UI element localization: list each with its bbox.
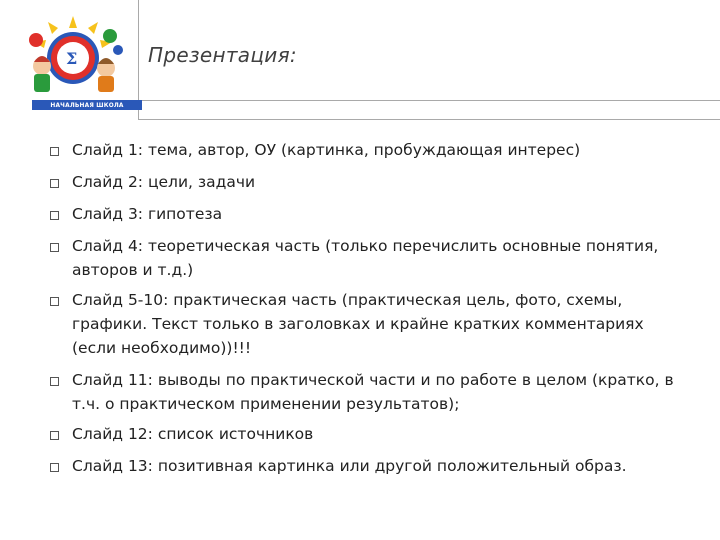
square-bullet-icon — [50, 377, 59, 386]
square-bullet-icon — [50, 297, 59, 306]
square-bullet-icon — [50, 211, 59, 220]
square-bullet-icon — [50, 463, 59, 472]
slide-title: Презентация: — [148, 43, 297, 67]
list-item-text: Слайд 3: гипотеза — [72, 205, 223, 223]
list-item-text: Слайд 5-10: практическая часть (практическая цель, фото, схемы, графики. Текст только в заголовках и крайне кратких комментариях (если необходимо))!!! — [72, 291, 644, 357]
school-logo — [14, 14, 132, 109]
list-item-text: Слайд 13: позитивная картинка или другой положительный образ. — [72, 457, 627, 475]
title-underline-band — [138, 100, 720, 120]
square-bullet-icon — [50, 147, 59, 156]
square-bullet-icon — [50, 243, 59, 252]
list-item-text: Слайд 2: цели, задачи — [72, 173, 256, 191]
list-item-text: Слайд 4: теоретическая часть (только перечислить основные понятия, авторов и т.д.) — [72, 237, 659, 279]
logo-caption: НАЧАЛЬНАЯ ШКОЛА — [32, 100, 142, 110]
list-item-text: Слайд 1: тема, автор, ОУ (картинка, пробуждающая интерес) — [72, 141, 581, 159]
svg-text:Σ: Σ — [66, 49, 78, 68]
logo-graphic — [14, 14, 132, 98]
square-bullet-icon — [50, 179, 59, 188]
square-bullet-icon — [50, 431, 59, 440]
list-item-text: Слайд 12: список источников — [72, 425, 314, 443]
list-item-text: Слайд 11: выводы по практической части и по работе в целом (кратко, в т.ч. о практическом применении результатов); — [72, 371, 674, 413]
